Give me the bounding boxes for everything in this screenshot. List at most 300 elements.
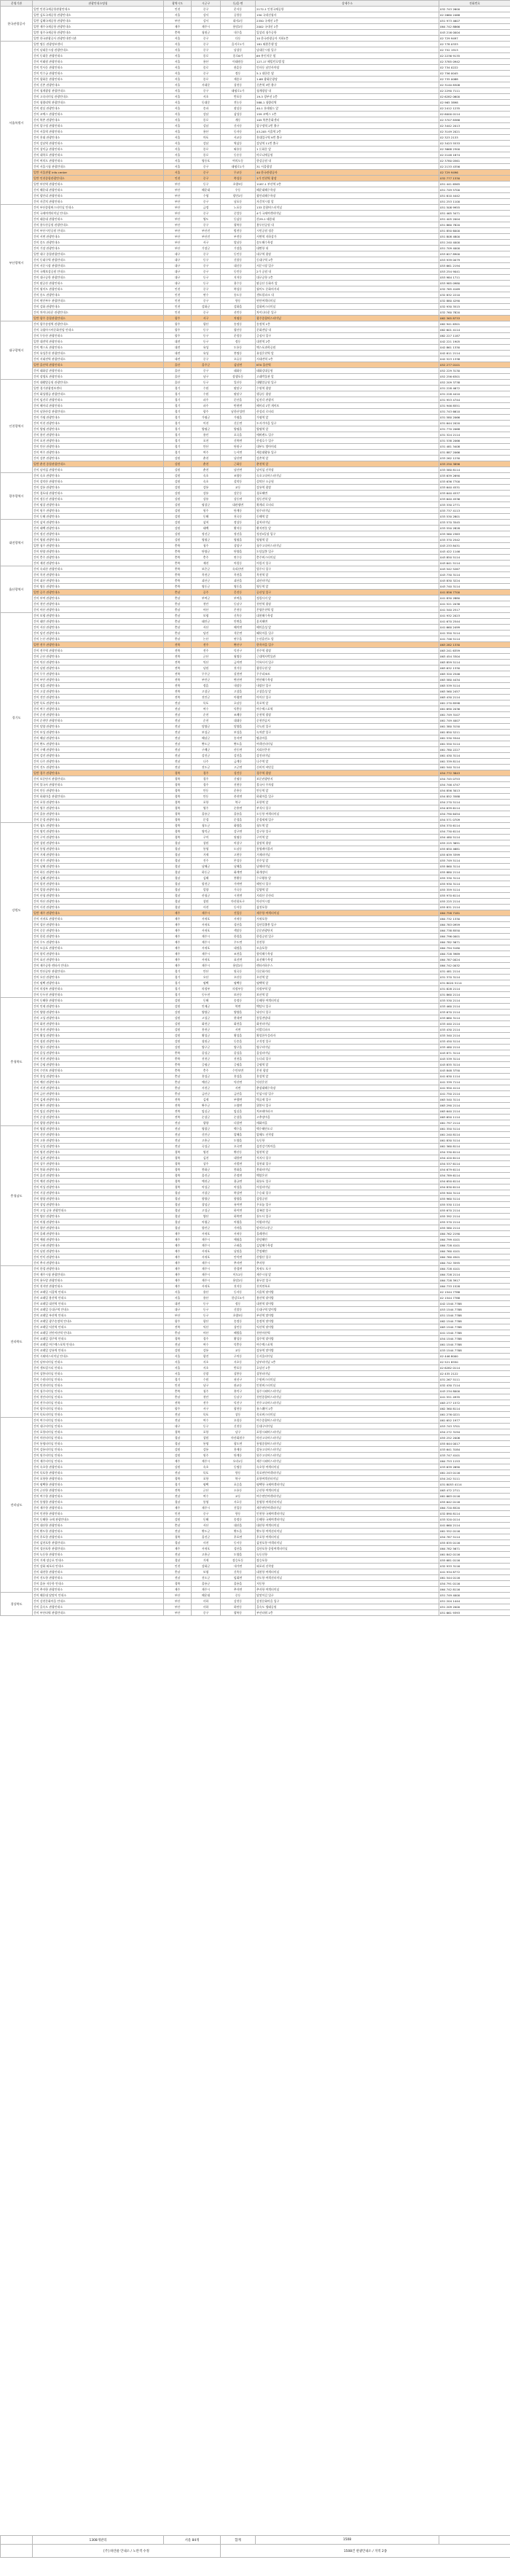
- table-row[interactable]: [1, 724, 510, 730]
- table-row[interactable]: [1, 1359, 510, 1365]
- table-row[interactable]: [1, 683, 510, 689]
- table-row[interactable]: [1, 94, 510, 100]
- table-row[interactable]: [1, 590, 510, 596]
- table-row[interactable]: [1, 1406, 510, 1412]
- table-row[interactable]: [1, 1546, 510, 1552]
- table-row[interactable]: [1, 980, 510, 986]
- table-row[interactable]: [1, 1400, 510, 1406]
- table-row[interactable]: [1, 496, 510, 502]
- table-row[interactable]: [1, 1202, 510, 1208]
- table-row[interactable]: [1, 473, 510, 479]
- table-row[interactable]: [1, 281, 510, 286]
- table-row[interactable]: [1, 467, 510, 473]
- table-row[interactable]: [1, 963, 510, 969]
- table-row[interactable]: [1, 71, 510, 77]
- table-row[interactable]: [1, 1272, 510, 1278]
- table-row[interactable]: [1, 998, 510, 1004]
- table-row[interactable]: [1, 88, 510, 94]
- table-row[interactable]: [1, 514, 510, 520]
- table-row[interactable]: [1, 648, 510, 654]
- table-row[interactable]: [1, 1085, 510, 1091]
- table-row[interactable]: [1, 753, 510, 759]
- table-row[interactable]: [1, 782, 510, 788]
- table-row[interactable]: [1, 1097, 510, 1103]
- header-dong[interactable]: 동/읍·면: [221, 1, 256, 7]
- table-row[interactable]: [1, 1564, 510, 1569]
- table-row[interactable]: [1, 969, 510, 975]
- table-row[interactable]: [1, 351, 510, 356]
- addr-cell: 고창읍성 앞: [256, 689, 439, 695]
- table-row[interactable]: [1, 607, 510, 613]
- table-row[interactable]: [1, 829, 510, 835]
- tel-cell: 055 359 5114: [439, 887, 510, 893]
- table-row[interactable]: [1, 397, 510, 403]
- table-row[interactable]: [1, 211, 510, 216]
- table-row[interactable]: [1, 1056, 510, 1062]
- table-row[interactable]: [1, 7, 510, 12]
- table-row[interactable]: [1, 374, 510, 380]
- table-row[interactable]: [1, 222, 510, 228]
- table-row[interactable]: [1, 1074, 510, 1080]
- table-row[interactable]: [1, 893, 510, 899]
- table-row[interactable]: [1, 916, 510, 922]
- sigungu-cell: 익산: [192, 1324, 221, 1330]
- table-row[interactable]: [1, 823, 510, 829]
- table-row[interactable]: [1, 502, 510, 508]
- table-row[interactable]: [1, 1266, 510, 1272]
- table-row[interactable]: [1, 1301, 510, 1307]
- table-row[interactable]: [1, 1120, 510, 1126]
- table-row[interactable]: [1, 1604, 510, 1610]
- table-row[interactable]: [1, 438, 510, 444]
- table-row[interactable]: [1, 1167, 510, 1173]
- table-row[interactable]: [1, 100, 510, 106]
- table-row[interactable]: [1, 1511, 510, 1517]
- table-row[interactable]: [1, 1173, 510, 1179]
- table-row[interactable]: [1, 700, 510, 706]
- table-row[interactable]: [1, 368, 510, 374]
- table-row[interactable]: [1, 765, 510, 770]
- table-row[interactable]: [1, 1225, 510, 1231]
- table-row[interactable]: [1, 636, 510, 642]
- table-row[interactable]: [1, 1464, 510, 1470]
- table-row[interactable]: [1, 158, 510, 164]
- tel-cell: 033 560 2363: [439, 531, 510, 537]
- table-row[interactable]: [1, 391, 510, 397]
- table-row[interactable]: [1, 117, 510, 123]
- table-row[interactable]: [1, 1010, 510, 1015]
- table-row[interactable]: [1, 613, 510, 619]
- name-cell: 일반 김포국제공항 관광안내소: [33, 12, 164, 18]
- dong-cell: 덕충동: [221, 706, 256, 712]
- table-row[interactable]: [1, 817, 510, 823]
- table-row[interactable]: [1, 12, 510, 18]
- table-row[interactable]: [1, 479, 510, 485]
- table-row[interactable]: [1, 1138, 510, 1144]
- table-row[interactable]: [1, 625, 510, 631]
- table-row[interactable]: [1, 1412, 510, 1418]
- table-row[interactable]: [1, 193, 510, 199]
- table-row[interactable]: [1, 147, 510, 152]
- table-row[interactable]: [1, 1103, 510, 1109]
- table-row[interactable]: [1, 881, 510, 887]
- table-row[interactable]: [1, 59, 510, 65]
- table-row[interactable]: [1, 1534, 510, 1540]
- table-row[interactable]: [1, 135, 510, 141]
- table-row[interactable]: [1, 1587, 510, 1593]
- table-row[interactable]: [1, 677, 510, 683]
- table-row[interactable]: [1, 1243, 510, 1249]
- table-row[interactable]: [1, 660, 510, 666]
- table-row[interactable]: [1, 310, 510, 316]
- table-row[interactable]: [1, 1214, 510, 1219]
- addr-cell: 신촌역 3번 출구: [256, 82, 439, 88]
- table-row[interactable]: [1, 840, 510, 846]
- table-row[interactable]: [1, 362, 510, 368]
- table-row[interactable]: [1, 426, 510, 432]
- table-row[interactable]: [1, 1505, 510, 1511]
- table-row[interactable]: [1, 858, 510, 864]
- table-row[interactable]: [1, 53, 510, 59]
- table-row[interactable]: [1, 811, 510, 817]
- table-row[interactable]: [1, 450, 510, 456]
- table-row[interactable]: [1, 689, 510, 695]
- table-row[interactable]: [1, 852, 510, 858]
- table-row[interactable]: [1, 887, 510, 893]
- table-row[interactable]: [1, 170, 510, 176]
- table-row[interactable]: [1, 444, 510, 450]
- table-row[interactable]: [1, 18, 510, 24]
- table-row[interactable]: [1, 1459, 510, 1464]
- table-row[interactable]: [1, 1062, 510, 1068]
- table-row[interactable]: [1, 1289, 510, 1295]
- table-row[interactable]: [1, 1196, 510, 1202]
- table-row[interactable]: [1, 286, 510, 292]
- table-row[interactable]: [1, 24, 510, 30]
- table-row[interactable]: [1, 1045, 510, 1050]
- table-row[interactable]: [1, 1581, 510, 1587]
- dong-cell: 반포동: [221, 1365, 256, 1371]
- table-row[interactable]: [1, 1109, 510, 1115]
- table-row[interactable]: [1, 1540, 510, 1546]
- table-row[interactable]: [1, 666, 510, 671]
- table-row[interactable]: [1, 735, 510, 741]
- table-row[interactable]: [1, 1558, 510, 1564]
- table-row[interactable]: [1, 1517, 510, 1523]
- table-row[interactable]: [1, 870, 510, 875]
- table-row[interactable]: [1, 1126, 510, 1132]
- table-row[interactable]: [1, 712, 510, 718]
- table-row[interactable]: [1, 1208, 510, 1214]
- table-row[interactable]: [1, 642, 510, 648]
- tel-cell: 054 330 6114: [439, 1150, 510, 1155]
- table-row[interactable]: [1, 1377, 510, 1383]
- table-row[interactable]: [1, 1365, 510, 1371]
- table-row[interactable]: [1, 1389, 510, 1394]
- addr-cell: 회룡포 입구: [256, 1179, 439, 1184]
- table-row[interactable]: [1, 1593, 510, 1599]
- table-row[interactable]: [1, 112, 510, 117]
- table-row[interactable]: [1, 77, 510, 82]
- table-row[interactable]: [1, 1569, 510, 1575]
- table-row[interactable]: [1, 1278, 510, 1284]
- table-row[interactable]: [1, 835, 510, 840]
- table-row[interactable]: [1, 1144, 510, 1150]
- table-row[interactable]: [1, 327, 510, 333]
- table-row[interactable]: [1, 152, 510, 158]
- table-row[interactable]: [1, 1219, 510, 1225]
- table-row[interactable]: [1, 1237, 510, 1243]
- table-row[interactable]: [1, 1027, 510, 1033]
- table-row[interactable]: [1, 316, 510, 321]
- table-row[interactable]: [1, 1575, 510, 1581]
- table-row[interactable]: [1, 975, 510, 980]
- table-row[interactable]: [1, 47, 510, 53]
- table-row[interactable]: [1, 718, 510, 724]
- table-row[interactable]: [1, 1488, 510, 1494]
- table-row[interactable]: [1, 1523, 510, 1529]
- table-row[interactable]: [1, 1068, 510, 1074]
- table-row[interactable]: [1, 182, 510, 187]
- table-row[interactable]: [1, 456, 510, 461]
- table-row[interactable]: [1, 386, 510, 391]
- table-row[interactable]: [1, 1190, 510, 1196]
- table-row[interactable]: [1, 601, 510, 607]
- table-row[interactable]: [1, 543, 510, 549]
- table-row[interactable]: [1, 957, 510, 963]
- table-row[interactable]: [1, 240, 510, 246]
- table-row[interactable]: [1, 1324, 510, 1330]
- table-row[interactable]: [1, 432, 510, 438]
- table-row[interactable]: [1, 1179, 510, 1184]
- table-row[interactable]: [1, 695, 510, 700]
- table-row[interactable]: [1, 1470, 510, 1476]
- table-row[interactable]: [1, 1383, 510, 1389]
- header-name[interactable]: 관광안내소명칭: [33, 1, 164, 7]
- table-row[interactable]: [1, 1015, 510, 1021]
- header-tel[interactable]: 전화번호: [439, 1, 510, 7]
- table-row[interactable]: [1, 1336, 510, 1342]
- table-row[interactable]: [1, 205, 510, 211]
- table-row[interactable]: [1, 1447, 510, 1453]
- table-row[interactable]: [1, 1348, 510, 1354]
- table-row[interactable]: [1, 1319, 510, 1324]
- table-row[interactable]: [1, 409, 510, 415]
- table-row[interactable]: [1, 1295, 510, 1301]
- addr-cell: 모슬포항: [256, 945, 439, 951]
- table-row[interactable]: [1, 30, 510, 36]
- tel-cell: 042 861 1330: [439, 345, 510, 351]
- table-row[interactable]: [1, 1115, 510, 1120]
- table-row[interactable]: [1, 555, 510, 561]
- table-row[interactable]: [1, 1004, 510, 1010]
- table-row[interactable]: [1, 654, 510, 660]
- table-row[interactable]: [1, 549, 510, 555]
- table-row[interactable]: [1, 1610, 510, 1616]
- table-row[interactable]: [1, 1039, 510, 1045]
- table-row[interactable]: [1, 992, 510, 998]
- table-row[interactable]: [1, 461, 510, 467]
- table-row[interactable]: [1, 1371, 510, 1377]
- header-region[interactable]: 운영기관: [1, 1, 33, 7]
- table-row[interactable]: [1, 228, 510, 234]
- table-row[interactable]: [1, 1499, 510, 1505]
- table-row[interactable]: [1, 934, 510, 940]
- table-row[interactable]: [1, 1132, 510, 1138]
- table-row[interactable]: [1, 356, 510, 362]
- table-row[interactable]: [1, 187, 510, 193]
- table-row[interactable]: [1, 304, 510, 310]
- table-row[interactable]: [1, 566, 510, 572]
- table-row[interactable]: [1, 1284, 510, 1289]
- table-row[interactable]: [1, 905, 510, 910]
- table-row[interactable]: [1, 275, 510, 281]
- addr-cell: 경주역 광장: [256, 770, 439, 776]
- table-row[interactable]: [1, 339, 510, 345]
- table-row[interactable]: [1, 1161, 510, 1167]
- table-row[interactable]: [1, 292, 510, 298]
- table-row[interactable]: [1, 298, 510, 304]
- table-row[interactable]: [1, 910, 510, 916]
- table-row[interactable]: [1, 1435, 510, 1441]
- table-row[interactable]: [1, 36, 510, 42]
- table-row[interactable]: [1, 1050, 510, 1056]
- table-row[interactable]: [1, 321, 510, 327]
- table-row[interactable]: [1, 129, 510, 135]
- table-row[interactable]: [1, 251, 510, 257]
- table-row[interactable]: [1, 922, 510, 928]
- table-row[interactable]: [1, 216, 510, 222]
- table-row[interactable]: [1, 1330, 510, 1336]
- table-row[interactable]: [1, 1529, 510, 1534]
- table-row[interactable]: [1, 246, 510, 251]
- table-row[interactable]: [1, 730, 510, 735]
- table-row[interactable]: [1, 531, 510, 537]
- header-sido[interactable]: 광역시도: [164, 1, 192, 7]
- sido-cell: 강원: [164, 479, 192, 485]
- table-row[interactable]: [1, 1453, 510, 1459]
- table-row[interactable]: [1, 584, 510, 590]
- table-row[interactable]: [1, 526, 510, 531]
- table-row[interactable]: [1, 65, 510, 71]
- table-row[interactable]: [1, 631, 510, 636]
- table-row[interactable]: [1, 1494, 510, 1499]
- table-row[interactable]: [1, 1476, 510, 1482]
- table-row[interactable]: [1, 945, 510, 951]
- table-row[interactable]: [1, 1599, 510, 1604]
- table-row[interactable]: [1, 1441, 510, 1447]
- table-row[interactable]: [1, 875, 510, 881]
- table-row[interactable]: [1, 1231, 510, 1237]
- table-row[interactable]: [1, 1429, 510, 1435]
- table-row[interactable]: [1, 1021, 510, 1027]
- table-row[interactable]: [1, 899, 510, 905]
- sido-cell: 경북: [164, 788, 192, 794]
- table-row[interactable]: [1, 671, 510, 677]
- table-row[interactable]: [1, 770, 510, 776]
- table-row[interactable]: [1, 164, 510, 170]
- table-row[interactable]: [1, 257, 510, 263]
- table-row[interactable]: [1, 986, 510, 992]
- header-sigungu[interactable]: 시군구: [192, 1, 221, 7]
- table-row[interactable]: [1, 345, 510, 351]
- header-addr[interactable]: 상세주소: [256, 1, 439, 7]
- table-row[interactable]: [1, 561, 510, 566]
- table-row[interactable]: [1, 403, 510, 409]
- table-row[interactable]: [1, 619, 510, 625]
- table-row[interactable]: [1, 1184, 510, 1190]
- table-row[interactable]: [1, 805, 510, 811]
- table-row[interactable]: [1, 1249, 510, 1254]
- table-row[interactable]: [1, 741, 510, 747]
- table-row[interactable]: [1, 1394, 510, 1400]
- table-row[interactable]: [1, 776, 510, 782]
- table-row[interactable]: [1, 1552, 510, 1558]
- table-row[interactable]: [1, 1313, 510, 1319]
- table-row[interactable]: [1, 794, 510, 800]
- table-row[interactable]: [1, 106, 510, 112]
- table-row[interactable]: [1, 747, 510, 753]
- table-row[interactable]: [1, 1342, 510, 1348]
- table-row[interactable]: [1, 141, 510, 147]
- table-row[interactable]: [1, 596, 510, 601]
- table-row[interactable]: [1, 759, 510, 765]
- table-row[interactable]: [1, 1424, 510, 1429]
- table-row[interactable]: [1, 234, 510, 240]
- table-row[interactable]: [1, 1091, 510, 1097]
- table-row[interactable]: [1, 1260, 510, 1266]
- table-row[interactable]: [1, 491, 510, 496]
- table-row[interactable]: [1, 788, 510, 794]
- table-row[interactable]: [1, 572, 510, 578]
- table-row[interactable]: [1, 333, 510, 339]
- table-row[interactable]: [1, 380, 510, 386]
- table-row[interactable]: [1, 1482, 510, 1488]
- table-row[interactable]: [1, 940, 510, 945]
- table-row[interactable]: [1, 951, 510, 957]
- table-row[interactable]: [1, 485, 510, 491]
- table-row[interactable]: [1, 1033, 510, 1039]
- sido-cell: 강원: [164, 1015, 192, 1021]
- table-row[interactable]: [1, 1418, 510, 1424]
- table-row[interactable]: [1, 800, 510, 805]
- table-row[interactable]: [1, 520, 510, 526]
- table-row[interactable]: [1, 123, 510, 129]
- table-row[interactable]: [1, 421, 510, 426]
- table-row[interactable]: [1, 263, 510, 269]
- table-row[interactable]: [1, 269, 510, 275]
- table-row[interactable]: [1, 864, 510, 870]
- table-row[interactable]: [1, 706, 510, 712]
- table-row[interactable]: [1, 508, 510, 514]
- table-row[interactable]: [1, 176, 510, 182]
- table-row[interactable]: [1, 42, 510, 47]
- table-row[interactable]: [1, 1354, 510, 1359]
- name-cell: 간이 음성 관광안내소: [33, 1050, 164, 1056]
- table-row[interactable]: [1, 537, 510, 543]
- table-row[interactable]: [1, 199, 510, 205]
- table-row[interactable]: [1, 578, 510, 584]
- table-row[interactable]: [1, 1307, 510, 1313]
- table-row[interactable]: [1, 846, 510, 852]
- table-row[interactable]: [1, 415, 510, 421]
- table-row[interactable]: [1, 82, 510, 88]
- table-row[interactable]: [1, 1080, 510, 1085]
- table-row[interactable]: [1, 1155, 510, 1161]
- table-row[interactable]: [1, 1254, 510, 1260]
- table-row[interactable]: [1, 928, 510, 934]
- table-row[interactable]: [1, 1150, 510, 1155]
